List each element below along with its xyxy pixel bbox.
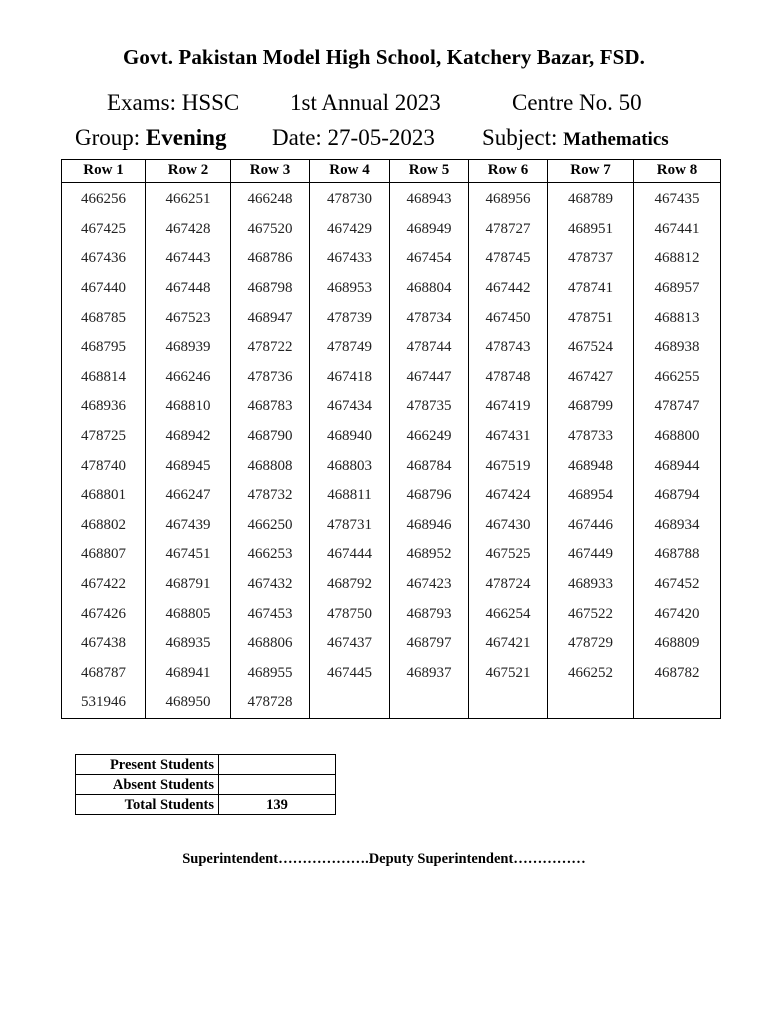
- roll-number-cell: 468805: [146, 600, 231, 630]
- roll-number-cell: 468799: [548, 392, 634, 422]
- roll-number-cell: 468785: [62, 303, 146, 333]
- table-row: [62, 452, 721, 482]
- roll-number-cell: 478727: [469, 215, 548, 245]
- roll-number-cell: 468803: [310, 452, 390, 482]
- roll-number-cell: 467420: [634, 600, 721, 630]
- roll-number-cell: 468941: [146, 659, 231, 689]
- roll-number-cell: 467440: [62, 274, 146, 304]
- roll-number-cell: 468944: [634, 452, 721, 482]
- roll-number-cell: 467418: [310, 363, 390, 393]
- roll-number-cell: 468794: [634, 481, 721, 511]
- date-label: Date: 27-05-2023: [272, 125, 435, 150]
- roll-number-cell: [469, 688, 548, 718]
- signature-line: Superintendent……………….Deputy Superintendent……………: [182, 851, 586, 867]
- table-row: [62, 303, 721, 333]
- roll-number-cell: 467438: [62, 629, 146, 659]
- roll-number-cell: 468795: [62, 333, 146, 363]
- present-label: Present Students: [76, 755, 219, 775]
- table-row: [62, 363, 721, 393]
- roll-number-cell: 478733: [548, 422, 634, 452]
- roll-number-cell: 468810: [146, 392, 231, 422]
- roll-number-cell: 468948: [548, 452, 634, 482]
- column-header: Row 7: [548, 160, 634, 183]
- summary-table: [75, 754, 336, 815]
- roll-number-cell: 468949: [390, 215, 469, 245]
- roll-number-cell: 468792: [310, 570, 390, 600]
- column-header: Row 6: [469, 160, 548, 183]
- roll-number-cell: 468945: [146, 452, 231, 482]
- roll-number-cell: 468943: [390, 183, 469, 215]
- table-row: [62, 688, 721, 718]
- roll-number-cell: 478728: [231, 688, 310, 718]
- roll-number-cell: 468935: [146, 629, 231, 659]
- roll-number-cell: 478745: [469, 244, 548, 274]
- roll-number-cell: 467428: [146, 215, 231, 245]
- roll-number-cell: 467430: [469, 511, 548, 541]
- table-row: [62, 392, 721, 422]
- exams-label: Exams: HSSC: [107, 90, 240, 115]
- roll-number-cell: 468813: [634, 303, 721, 333]
- roll-number-cell: [310, 688, 390, 718]
- table-row: [62, 215, 721, 245]
- roll-number-cell: 478744: [390, 333, 469, 363]
- roll-number-cell: 468939: [146, 333, 231, 363]
- roll-number-cell: 468934: [634, 511, 721, 541]
- roll-number-cell: 468952: [390, 540, 469, 570]
- group-value: Evening: [145, 125, 227, 150]
- column-header: Row 5: [390, 160, 469, 183]
- roll-number-cell: 478725: [62, 422, 146, 452]
- roll-number-cell: 468956: [469, 183, 548, 215]
- roll-number-cell: 466253: [231, 540, 310, 570]
- roll-number-cell: 466247: [146, 481, 231, 511]
- column-header: Row 2: [146, 160, 231, 183]
- table-row: [62, 183, 721, 215]
- roll-number-cell: 468804: [390, 274, 469, 304]
- roll-number-cell: 468950: [146, 688, 231, 718]
- roll-number-cell: 468809: [634, 629, 721, 659]
- table-body: [62, 183, 721, 719]
- roll-number-cell: 467436: [62, 244, 146, 274]
- roll-number-cell: 468938: [634, 333, 721, 363]
- table-row: [62, 422, 721, 452]
- roll-number-cell: 478730: [310, 183, 390, 215]
- roll-number-cell: 478729: [548, 629, 634, 659]
- roll-number-cell: 467439: [146, 511, 231, 541]
- roll-number-cell: 468936: [62, 392, 146, 422]
- roll-number-cell: 478722: [231, 333, 310, 363]
- roll-number-cell: [634, 688, 721, 718]
- roll-number-cell: 466246: [146, 363, 231, 393]
- table-row: [62, 600, 721, 630]
- roll-number-cell: 467435: [634, 183, 721, 215]
- roll-number-cell: 468790: [231, 422, 310, 452]
- roll-number-cell: [390, 688, 469, 718]
- roll-number-cell: 467442: [469, 274, 548, 304]
- exam-info-line: [0, 90, 768, 120]
- table-row: [62, 570, 721, 600]
- roll-number-cell: 467449: [548, 540, 634, 570]
- roll-number-cell: 467525: [469, 540, 548, 570]
- roll-number-cell: 467521: [469, 659, 548, 689]
- roll-number-cell: 467520: [231, 215, 310, 245]
- roll-number-cell: 478747: [634, 392, 721, 422]
- roll-number-cell: 468783: [231, 392, 310, 422]
- roll-number-cell: 478737: [548, 244, 634, 274]
- roll-number-cell: 468946: [390, 511, 469, 541]
- roll-number-cell: 467523: [146, 303, 231, 333]
- roll-number-cell: 466254: [469, 600, 548, 630]
- roll-number-cell: 468807: [62, 540, 146, 570]
- roll-number-cell: 478741: [548, 274, 634, 304]
- subject-value: Mathematics: [563, 129, 669, 150]
- table-row: [62, 540, 721, 570]
- roll-number-cell: 468954: [548, 481, 634, 511]
- roll-number-cell: 467429: [310, 215, 390, 245]
- roll-number-cell: 467447: [390, 363, 469, 393]
- roll-number-cell: 467424: [469, 481, 548, 511]
- roll-number-cell: 478731: [310, 511, 390, 541]
- roll-number-cell: 467421: [469, 629, 548, 659]
- roll-number-cell: 467445: [310, 659, 390, 689]
- roll-number-cell: 468788: [634, 540, 721, 570]
- roll-number-cell: 467431: [469, 422, 548, 452]
- roll-number-cell: 468801: [62, 481, 146, 511]
- roll-number-cell: 468787: [62, 659, 146, 689]
- table-row: [62, 481, 721, 511]
- roll-number-cell: 467433: [310, 244, 390, 274]
- seating-table: [61, 159, 721, 719]
- table-row: [62, 511, 721, 541]
- total-label: Total Students: [76, 795, 219, 815]
- table-row: [62, 629, 721, 659]
- roll-number-cell: 468942: [146, 422, 231, 452]
- roll-number-cell: 467425: [62, 215, 146, 245]
- group-info-line: [0, 125, 768, 155]
- roll-number-cell: 531946: [62, 688, 146, 718]
- roll-number-cell: 468808: [231, 452, 310, 482]
- roll-number-cell: 467444: [310, 540, 390, 570]
- total-row: [76, 795, 336, 815]
- roll-number-cell: 467426: [62, 600, 146, 630]
- table-header-row: [62, 160, 721, 183]
- column-header: Row 1: [62, 160, 146, 183]
- roll-number-cell: 467441: [634, 215, 721, 245]
- roll-number-cell: 466256: [62, 183, 146, 215]
- roll-number-cell: 467451: [146, 540, 231, 570]
- roll-number-cell: 478743: [469, 333, 548, 363]
- column-header: Row 3: [231, 160, 310, 183]
- subject-label: Subject:: [482, 125, 558, 150]
- roll-number-cell: 467448: [146, 274, 231, 304]
- roll-number-cell: 478732: [231, 481, 310, 511]
- roll-number-cell: 468955: [231, 659, 310, 689]
- roll-number-cell: 468937: [390, 659, 469, 689]
- roll-number-cell: 468798: [231, 274, 310, 304]
- roll-number-cell: 468786: [231, 244, 310, 274]
- roll-number-cell: 467450: [469, 303, 548, 333]
- roll-number-cell: 468789: [548, 183, 634, 215]
- table-row: [62, 659, 721, 689]
- roll-number-cell: 467519: [469, 452, 548, 482]
- roll-number-cell: 468784: [390, 452, 469, 482]
- roll-number-cell: 478736: [231, 363, 310, 393]
- roll-number-cell: 467419: [469, 392, 548, 422]
- centre-label: Centre No. 50: [512, 90, 642, 115]
- present-row: [76, 755, 336, 775]
- group-label: Group:: [75, 125, 141, 150]
- roll-number-cell: 468800: [634, 422, 721, 452]
- roll-number-cell: 467452: [634, 570, 721, 600]
- roll-number-cell: 478735: [390, 392, 469, 422]
- roll-number-cell: 468802: [62, 511, 146, 541]
- table-row: [62, 333, 721, 363]
- roll-number-cell: 467443: [146, 244, 231, 274]
- subject: [482, 125, 669, 151]
- roll-number-cell: 466252: [548, 659, 634, 689]
- roll-number-cell: 468953: [310, 274, 390, 304]
- roll-number-cell: 478734: [390, 303, 469, 333]
- roll-number-cell: 478739: [310, 303, 390, 333]
- roll-number-cell: 466251: [146, 183, 231, 215]
- absent-row: [76, 775, 336, 795]
- roll-number-cell: 467453: [231, 600, 310, 630]
- roll-number-cell: 467454: [390, 244, 469, 274]
- annual-label: 1st Annual 2023: [290, 90, 441, 115]
- table-row: [62, 274, 721, 304]
- absent-label: Absent Students: [76, 775, 219, 795]
- roll-number-cell: 468782: [634, 659, 721, 689]
- roll-number-cell: 468951: [548, 215, 634, 245]
- roll-number-cell: 468811: [310, 481, 390, 511]
- roll-number-cell: 468806: [231, 629, 310, 659]
- school-title: Govt. Pakistan Model High School, Katchery Bazar, FSD.: [122, 45, 646, 69]
- roll-number-cell: [548, 688, 634, 718]
- roll-number-cell: 466255: [634, 363, 721, 393]
- roll-number-cell: 478740: [62, 452, 146, 482]
- roll-number-cell: 468933: [548, 570, 634, 600]
- roll-number-cell: 468796: [390, 481, 469, 511]
- roll-number-cell: 478750: [310, 600, 390, 630]
- roll-number-cell: 468957: [634, 274, 721, 304]
- roll-number-cell: 466249: [390, 422, 469, 452]
- roll-number-cell: 478724: [469, 570, 548, 600]
- roll-number-cell: 467422: [62, 570, 146, 600]
- roll-number-cell: 467434: [310, 392, 390, 422]
- roll-number-cell: 468812: [634, 244, 721, 274]
- roll-number-cell: 466248: [231, 183, 310, 215]
- roll-number-cell: 468791: [146, 570, 231, 600]
- roll-number-cell: 467522: [548, 600, 634, 630]
- total-value: 139: [219, 795, 336, 815]
- roll-number-cell: 467446: [548, 511, 634, 541]
- table-row: [62, 244, 721, 274]
- column-header: Row 4: [310, 160, 390, 183]
- roll-number-cell: 466250: [231, 511, 310, 541]
- roll-number-cell: 467423: [390, 570, 469, 600]
- roll-number-cell: 468793: [390, 600, 469, 630]
- column-header: Row 8: [634, 160, 721, 183]
- roll-number-cell: 467427: [548, 363, 634, 393]
- group: [75, 125, 226, 151]
- roll-number-cell: 468797: [390, 629, 469, 659]
- roll-number-cell: 468947: [231, 303, 310, 333]
- roll-number-cell: 467437: [310, 629, 390, 659]
- roll-number-cell: 468814: [62, 363, 146, 393]
- absent-value: [219, 775, 336, 795]
- roll-number-cell: 467524: [548, 333, 634, 363]
- present-value: [219, 755, 336, 775]
- roll-number-cell: 478751: [548, 303, 634, 333]
- roll-number-cell: 467432: [231, 570, 310, 600]
- roll-number-cell: 478749: [310, 333, 390, 363]
- roll-number-cell: 478748: [469, 363, 548, 393]
- roll-number-cell: 468940: [310, 422, 390, 452]
